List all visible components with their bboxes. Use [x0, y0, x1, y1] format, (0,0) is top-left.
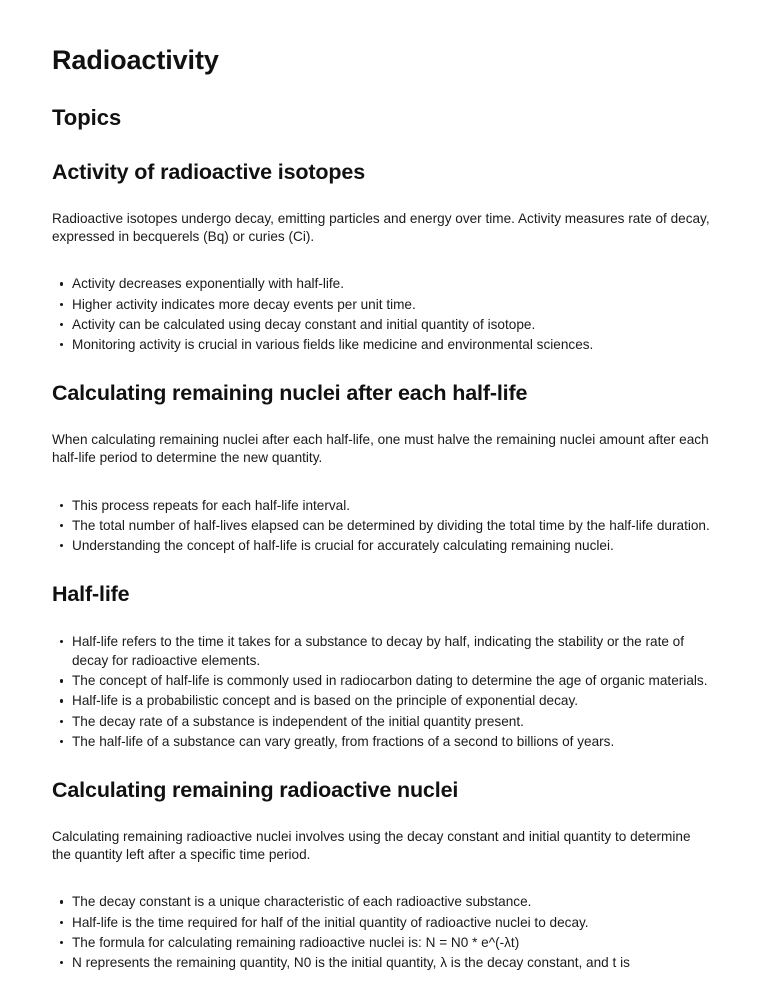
section-heading: Activity of radioactive isotopes [52, 159, 366, 184]
list-item: The decay constant is a unique characteristic of each radioactive substance. [52, 892, 716, 911]
section-half-life [52, 581, 716, 751]
list-item: The concept of half-life is commonly used in radiocarbon dating to determine the age of organic materials. [52, 671, 716, 690]
list-item: Half-life refers to the time it takes for a substance to decay by half, indicating the stability or the rate of decay for radioactive elements. [52, 632, 716, 670]
list-item: The half-life of a substance can vary greatly, from fractions of a second to billions of years. [52, 732, 716, 751]
list-item: This process repeats for each half-life interval. [52, 496, 716, 515]
list-item: The formula for calculating remaining radioactive nuclei is: N = N0 * e^(-λt) [52, 933, 716, 952]
list-item: The total number of half-lives elapsed can be determined by dividing the total time by the half-life duration. [52, 516, 716, 535]
list-item: Activity decreases exponentially with half-life. [52, 274, 716, 293]
page-title: Radioactivity [52, 45, 219, 75]
section-paragraph: When calculating remaining nuclei after each half-life, one must halve the remaining nuclei amount after each half-life period to determine the new quantity. [52, 431, 709, 466]
list-item: Higher activity indicates more decay events per unit time. [52, 295, 716, 314]
section-paragraph: Radioactive isotopes undergo decay, emitting particles and energy over time. Activity measures rate of decay, expressed in becquerels (Bq) or curies (Ci). [52, 210, 710, 244]
list-item: N represents the remaining quantity, N0 is the initial quantity, λ is the decay constant, and t is [52, 953, 716, 972]
list-item: Activity can be calculated using decay constant and initial quantity of isotope. [52, 315, 716, 334]
section-heading: Calculating remaining nuclei after each half-life [52, 380, 528, 405]
list-item: The decay rate of a substance is independent of the initial quantity present. [52, 712, 716, 731]
topics-heading: Topics [52, 105, 122, 131]
section-heading: Calculating remaining radioactive nuclei [52, 777, 459, 802]
section-bullet-list [52, 632, 716, 751]
list-item: Half-life is a probabilistic concept and is based on the principle of exponential decay. [52, 691, 716, 710]
section-calculating-remaining-radioactive-nuclei [52, 777, 716, 972]
section-bullet-list [52, 892, 716, 972]
section-activity-of-radioactive-isotopes [52, 159, 716, 354]
section-bullet-list [52, 274, 716, 354]
section-heading: Half-life [52, 582, 130, 606]
list-item: Understanding the concept of half-life is crucial for accurately calculating remaining nuclei. [52, 536, 716, 555]
list-item: Monitoring activity is crucial in various fields like medicine and environmental sciences. [52, 335, 716, 354]
section-calculating-remaining-nuclei-after-each-half-life [52, 380, 716, 555]
section-bullet-list [52, 496, 716, 555]
section-paragraph: Calculating remaining radioactive nuclei involves using the decay constant and initial quantity to determine the quantity left after a specific time period. [52, 828, 691, 863]
list-item: Half-life is the time required for half of the initial quantity of radioactive nuclei to decay. [52, 913, 716, 932]
